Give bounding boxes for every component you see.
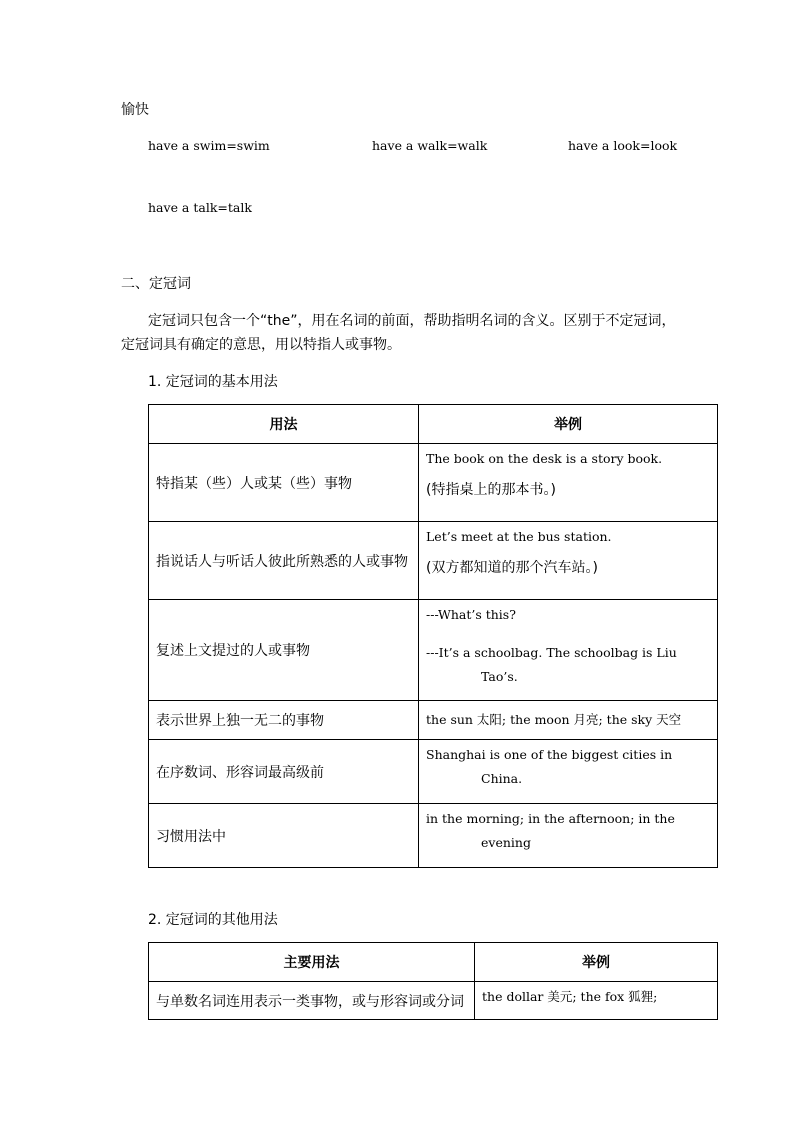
table-header-example: 举例 xyxy=(419,405,718,444)
usage-cell: 与单数名词连用表示一类事物，或与形容词或分词 xyxy=(149,982,475,1020)
example-cell xyxy=(419,522,718,600)
example-swim: have a swim=swim xyxy=(148,138,270,153)
example-text: Let’s meet at the bus station. xyxy=(426,529,612,544)
usage-cell: 指说话人与听话人彼此所熟悉的人或事物 xyxy=(149,522,419,600)
table-row xyxy=(149,522,718,600)
subsection-title-other-usage: 2. 定冠词的其他用法 xyxy=(148,912,278,928)
table-row xyxy=(149,740,718,804)
example-note: (双方都知道的那个汽车站。) xyxy=(426,560,598,576)
example-note: (特指桌上的那本书。) xyxy=(426,482,556,498)
example-text: evening xyxy=(481,835,531,850)
example-text: ---What’s this? xyxy=(426,607,516,622)
example-cell xyxy=(419,701,718,740)
section-title-definite-article: 二、定冠词 xyxy=(121,276,191,292)
usage-cell: 在序数词、形容词最高级前 xyxy=(149,740,419,804)
other-usage-table xyxy=(148,942,718,1020)
example-text: the dollar 美元; the fox 狐狸; xyxy=(482,989,658,1004)
example-cell xyxy=(419,804,718,868)
example-text: Tao’s. xyxy=(481,669,518,684)
table-header-usage: 用法 xyxy=(149,405,419,444)
table-row xyxy=(149,444,718,522)
example-text: the sun 太阳; the moon 月亮; the sky 天空 xyxy=(426,712,682,727)
table-row xyxy=(149,804,718,868)
example-talk: have a talk=talk xyxy=(148,200,252,215)
example-text: Shanghai is one of the biggest cities in xyxy=(426,747,673,762)
example-text: in the morning; in the afternoon; in the xyxy=(426,811,675,826)
subsection-title-basic-usage: 1. 定冠词的基本用法 xyxy=(148,374,278,390)
table-row xyxy=(149,600,718,701)
example-text: ---It’s a schoolbag. The schoolbag is Liu xyxy=(426,645,677,660)
example-cell xyxy=(419,444,718,522)
intro-paragraph-line2: 定冠词具有确定的意思，用以特指人或事物。 xyxy=(121,337,401,353)
example-cell xyxy=(475,982,718,1020)
example-cell xyxy=(419,740,718,804)
basic-usage-table xyxy=(148,404,718,868)
usage-cell: 表示世界上独一无二的事物 xyxy=(149,701,419,740)
example-text: China. xyxy=(481,771,523,786)
usage-cell: 复述上文提过的人或事物 xyxy=(149,600,419,701)
table-header-main-usage: 主要用法 xyxy=(149,943,475,982)
usage-cell: 习惯用法中 xyxy=(149,804,419,868)
example-text: The book on the desk is a story book. xyxy=(426,451,663,466)
example-cell xyxy=(419,600,718,701)
usage-cell: 特指某（些）人或某（些）事物 xyxy=(149,444,419,522)
example-look: have a look=look xyxy=(568,138,678,153)
example-walk: have a walk=walk xyxy=(372,138,488,153)
intro-paragraph-line1: 定冠词只包含一个“the”，用在名词的前面，帮助指明名词的含义。区别于不定冠词， xyxy=(148,313,676,329)
heading-yukuai: 愉快 xyxy=(121,102,149,118)
table-row xyxy=(149,982,718,1020)
table-header-example: 举例 xyxy=(475,943,718,982)
table-row xyxy=(149,701,718,740)
